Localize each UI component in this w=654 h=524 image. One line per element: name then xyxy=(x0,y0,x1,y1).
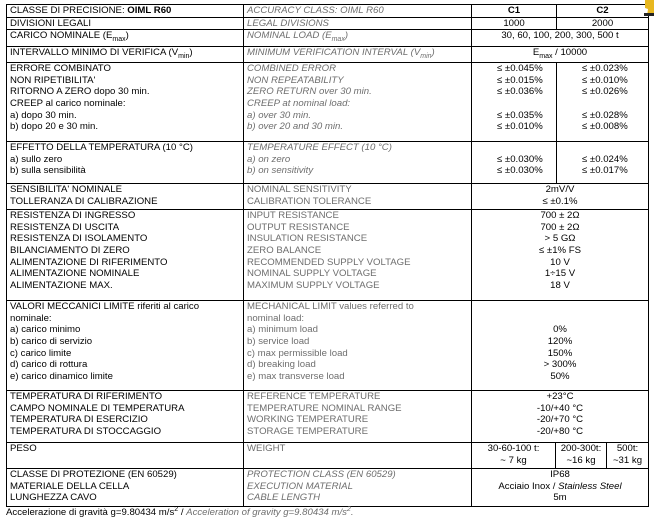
nominal-supply-label-en: NOMINAL SUPPLY VOLTAGE xyxy=(247,268,377,280)
zero-balance-label: BILANCIAMENTO DI ZERO xyxy=(10,244,130,256)
class-c2-header: C2 xyxy=(557,5,649,18)
breaking-load-label: d) carico di rottura xyxy=(10,359,88,371)
mechanical-labels-en xyxy=(244,301,472,391)
limit-load-value: 150% xyxy=(547,347,573,359)
nominal-temperature-range-label: CAMPO NOMINALE DI TEMPERATURA xyxy=(10,402,185,414)
spec-table xyxy=(6,4,649,507)
combined-error-c1: ≤ ±0.045% xyxy=(497,63,543,75)
min-verification-label: INTERVALLO MINIMO DI VERIFICA $(V_{min})$ xyxy=(7,46,244,63)
weight-500t-value: ~31 kg xyxy=(612,454,643,466)
zero-return-label-en: ZERO RETURN over 30 min. xyxy=(247,86,372,98)
gravity-note-it: Accelerazione di gravità g=9.80434 m/s xyxy=(6,507,175,519)
limit-load-label: c) carico limite xyxy=(10,347,72,359)
row-protection xyxy=(7,469,649,507)
max-supply-label: ALIMENTAZIONE MAX. xyxy=(10,279,113,291)
mechanical-labels xyxy=(7,301,244,391)
non-repeatability-label-en: NON REPEATABILITY xyxy=(247,74,344,86)
zero-return-c2: ≤ ±0.026% xyxy=(582,86,628,98)
nominal-load-label-en: NOMINAL LOAD $(E_{max})$ xyxy=(244,30,472,47)
temperature-labels-en xyxy=(244,391,472,443)
mechanical-values xyxy=(472,301,649,391)
creep-20-30min-c2: ≤ ±0.008% xyxy=(582,121,628,133)
protection-class-value: IP68 xyxy=(550,469,570,481)
insulation-resistance-label-en: INSULATION RESISTANCE xyxy=(247,233,368,245)
mechanical-limit-heading-cont: nominale: xyxy=(10,312,52,324)
gravity-footnote: Accelerazione di gravità g=9.80434 $m/s^2$ / Acceleration of gravity g=9.80434 $m/s^2$. xyxy=(6,506,354,519)
input-resistance-value: 700 ± 2Ω xyxy=(540,210,580,222)
accuracy-class-label-en: ACCURACY CLASS: OIML R60 xyxy=(244,5,472,18)
temp-effect-sensitivity-label: b) sulla sensibilità xyxy=(10,165,86,177)
temp-effect-c1-blank xyxy=(475,142,553,154)
output-resistance-value: 700 ± 2Ω xyxy=(540,221,580,233)
mechanical-blank-1 xyxy=(475,301,645,313)
cell-material-value: Acciaio Inox / Stainless Steel xyxy=(498,480,622,492)
cell-material-label: MATERIALE DELLA CELLA xyxy=(10,480,130,492)
insulation-resistance-value: > 5 GΩ xyxy=(544,233,576,245)
temp-effect-zero-label: a) sullo zero xyxy=(10,153,63,165)
storage-temperature-label-en: STORAGE TEMPERATURE xyxy=(247,425,369,437)
nominal-load-value: 30, 60, 100, 200, 300, 500 t xyxy=(472,30,649,47)
cable-length-label: LUNGHEZZA CAVO xyxy=(10,492,97,504)
combined-error-label: ERRORE COMBINATO xyxy=(10,63,111,75)
dynamic-limit-load-value: 50% xyxy=(550,370,570,382)
row-legal-divisions xyxy=(7,17,649,30)
temperature-effect-c2 xyxy=(557,142,649,184)
non-repeatability-c2: ≤ ±0.010% xyxy=(582,74,628,86)
recommended-supply-label-en: RECOMMENDED SUPPLY VOLTAGE xyxy=(247,256,411,268)
weight-label: PESO xyxy=(7,443,244,469)
minimum-load-label-en: a) minimum load xyxy=(247,324,318,336)
minimum-load-label: a) carico minimo xyxy=(10,324,81,336)
temp-effect-zero-c1: ≤ ±0.030% xyxy=(497,153,543,165)
nominal-temperature-range-value: -10/+40 °C xyxy=(536,402,584,414)
weight-30-100t-range: 30-60-100 t: xyxy=(487,443,540,455)
row-temperatures xyxy=(7,391,649,443)
creep-c2-blank xyxy=(560,98,645,110)
nominal-temperature-range-label-en: TEMPERATURE NOMINAL RANGE xyxy=(247,402,402,414)
corner-marker-icon xyxy=(642,0,654,16)
non-repeatability-c1: ≤ ±0.015% xyxy=(497,74,543,86)
recommended-supply-value: 10 V xyxy=(550,256,570,268)
error-block-labels xyxy=(7,63,244,142)
temp-effect-zero-label-en: a) on zero xyxy=(247,153,291,165)
reference-temperature-label: TEMPERATURA DI RIFERIMENTO xyxy=(10,391,163,403)
creep-label: CREEP al carico nominale: xyxy=(10,97,126,109)
max-supply-value: 18 V xyxy=(550,279,570,291)
row-weight xyxy=(7,443,649,469)
creep-label-en: CREEP at nominal load: xyxy=(247,97,351,109)
temp-effect-zero-c2: ≤ ±0.024% xyxy=(582,153,628,165)
zero-balance-value: ≤ ±1% FS xyxy=(539,244,581,256)
nominal-sensitivity-label-en: NOMINAL SENSITIVITY xyxy=(247,184,352,196)
zero-return-c1: ≤ ±0.036% xyxy=(497,86,543,98)
temp-effect-sensitivity-c1: ≤ ±0.030% xyxy=(497,165,543,177)
weight-200-300t xyxy=(556,443,607,469)
calibration-tolerance-label-en: CALIBRATION TOLERANCE xyxy=(247,195,372,207)
creep-20-30min-label: b) dopo 20 e 30 min. xyxy=(10,121,99,133)
temperature-effect-label-en: TEMPERATURE EFFECT (10 °C) xyxy=(247,142,392,154)
weight-200-300t-value: ~16 kg xyxy=(566,454,596,466)
error-block-c1 xyxy=(472,63,557,142)
reference-temperature-value: +23°C xyxy=(546,391,574,403)
temperature-values xyxy=(472,391,649,443)
creep-30min-c1: ≤ ±0.035% xyxy=(497,109,543,121)
breaking-load-value: > 300% xyxy=(543,359,577,371)
min-verification-value: $E_{max} / 10000$ xyxy=(472,46,649,63)
minimum-load-value: 0% xyxy=(553,324,567,336)
creep-c1-blank xyxy=(475,98,553,110)
temperature-effect-c1 xyxy=(472,142,557,184)
protection-values xyxy=(472,469,649,507)
working-temperature-value: -20/+70 °C xyxy=(536,414,584,426)
nominal-sensitivity-value: 2mV/V xyxy=(545,184,575,196)
gravity-note-en: Acceleration of gravity g=9.80434 $m/s^2$. xyxy=(186,506,354,519)
temp-effect-sensitivity-c2: ≤ ±0.017% xyxy=(582,165,628,177)
mechanical-limit-heading: VALORI MECCANICI LIMITE riferiti al carico xyxy=(10,301,200,313)
recommended-supply-label: ALIMENTAZIONE DI RIFERIMENTO xyxy=(10,256,168,268)
cable-length-value: 5m xyxy=(553,492,567,504)
execution-material-label-en: EXECUTION MATERIAL xyxy=(247,480,353,492)
working-temperature-label-en: WORKING TEMPERATURE xyxy=(247,414,369,426)
max-permissible-load-label-en: c) max permissible load xyxy=(247,347,348,359)
sensitivity-labels xyxy=(7,184,244,210)
protection-class-label: CLASSE DI PROTEZIONE (EN 60529) xyxy=(10,469,177,481)
temperature-effect-labels-en xyxy=(244,142,472,184)
row-temperature-effect xyxy=(7,142,649,184)
electrical-labels-en xyxy=(244,210,472,301)
row-sensitivity xyxy=(7,184,649,210)
sensitivity-values xyxy=(472,184,649,210)
calibration-tolerance-value: ≤ ±0.1% xyxy=(542,195,578,207)
class-c1-header: C1 xyxy=(472,5,557,18)
dynamic-limit-load-label: e) carico dinamico limite xyxy=(10,370,113,382)
creep-30min-label: a) dopo 30 min. xyxy=(10,109,77,121)
weight-label-en: WEIGHT xyxy=(244,443,472,469)
creep-20-30min-label-en: b) over 20 and 30 min. xyxy=(247,121,343,133)
max-supply-label-en: MAXIMUM SUPPLY VOLTAGE xyxy=(247,279,380,291)
creep-30min-c2: ≤ ±0.028% xyxy=(582,109,628,121)
row-nominal-load xyxy=(7,30,649,47)
legal-divisions-c2: 2000 xyxy=(557,17,649,30)
storage-temperature-label: TEMPERATURA DI STOCCAGGIO xyxy=(10,425,162,437)
input-resistance-label-en: INPUT RESISTANCE xyxy=(247,210,339,222)
weight-30-100t xyxy=(472,443,556,469)
temperature-effect-labels xyxy=(7,142,244,184)
insulation-resistance-label: RESISTENZA DI ISOLAMENTO xyxy=(10,233,148,245)
legal-divisions-label-en: LEGAL DIVISIONS xyxy=(244,17,472,30)
row-accuracy-class xyxy=(7,5,649,18)
weight-500t-range: 500t: xyxy=(616,443,639,455)
row-error-block xyxy=(7,63,649,142)
mechanical-limit-heading-cont-en: nominal load: xyxy=(247,312,305,324)
electrical-labels xyxy=(7,210,244,301)
breaking-load-label-en: d) breaking load xyxy=(247,359,316,371)
temperature-labels xyxy=(7,391,244,443)
mechanical-blank-2 xyxy=(475,313,645,325)
min-verification-label-en: MINIMUM VERIFICATION INTERVAL $(V_{min})$ xyxy=(244,46,472,63)
non-repeatability-label: NON RIPETIBILITA' xyxy=(10,74,96,86)
zero-return-label: RITORNO A ZERO dopo 30 min. xyxy=(10,86,150,98)
weight-30-100t-value: ~ 7 kg xyxy=(500,454,527,466)
output-resistance-label: RESISTENZA DI USCITA xyxy=(10,221,120,233)
service-load-label: b) carico di servizio xyxy=(10,335,93,347)
weight-200-300t-range: 200-300t: xyxy=(560,443,602,455)
temp-effect-c2-blank xyxy=(560,142,645,154)
calibration-tolerance-label: TOLLERANZA DI CALIBRAZIONE xyxy=(10,195,158,207)
nominal-sensitivity-label: SENSIBILITA' NOMINALE xyxy=(10,184,123,196)
working-temperature-label: TEMPERATURA DI ESERCIZIO xyxy=(10,414,148,426)
reference-temperature-label-en: REFERENCE TEMPERATURE xyxy=(247,391,381,403)
creep-20-30min-c1: ≤ ±0.010% xyxy=(497,121,543,133)
error-block-labels-en xyxy=(244,63,472,142)
mechanical-limit-heading-en: MECHANICAL LIMIT values referred to xyxy=(247,301,414,313)
legal-divisions-c1: 1000 xyxy=(472,17,557,30)
temperature-effect-label: EFFETTO DELLA TEMPERATURA (10 °C) xyxy=(10,142,193,154)
nominal-supply-label: ALIMENTAZIONE NOMINALE xyxy=(10,268,140,280)
temp-effect-sensitivity-label-en: b) on sensitivity xyxy=(247,165,314,177)
protection-class-label-en: PROTECTION CLASS (EN 60529) xyxy=(247,469,396,481)
accuracy-class-label: CLASSE DI PRECISIONE: OIML R60 xyxy=(7,5,244,18)
row-min-verification xyxy=(7,46,649,63)
service-load-label-en: b) service load xyxy=(247,335,310,347)
row-electrical xyxy=(7,210,649,301)
combined-error-label-en: COMBINED ERROR xyxy=(247,63,337,75)
weight-500t xyxy=(607,443,649,469)
electrical-values xyxy=(472,210,649,301)
cable-length-label-en: CABLE LENGTH xyxy=(247,492,321,504)
row-mechanical-limits xyxy=(7,301,649,391)
nominal-load-label: CARICO NOMINALE $(E_{max})$ xyxy=(7,30,244,47)
creep-30min-label-en: a) over 30 min. xyxy=(247,109,311,121)
input-resistance-label: RESISTENZA DI INGRESSO xyxy=(10,210,136,222)
nominal-supply-value: 1÷15 V xyxy=(544,268,576,280)
protection-labels xyxy=(7,469,244,507)
legal-divisions-label: DIVISIONI LEGALI xyxy=(7,17,244,30)
protection-labels-en xyxy=(244,469,472,507)
zero-balance-label-en: ZERO BALANCE xyxy=(247,244,322,256)
storage-temperature-value: -20/+80 °C xyxy=(536,425,584,437)
service-load-value: 120% xyxy=(547,335,573,347)
combined-error-c2: ≤ ±0.023% xyxy=(582,63,628,75)
error-block-c2 xyxy=(557,63,649,142)
output-resistance-label-en: OUTPUT RESISTANCE xyxy=(247,221,350,233)
sensitivity-labels-en xyxy=(244,184,472,210)
max-transverse-load-label-en: e) max transverse load xyxy=(247,370,345,382)
